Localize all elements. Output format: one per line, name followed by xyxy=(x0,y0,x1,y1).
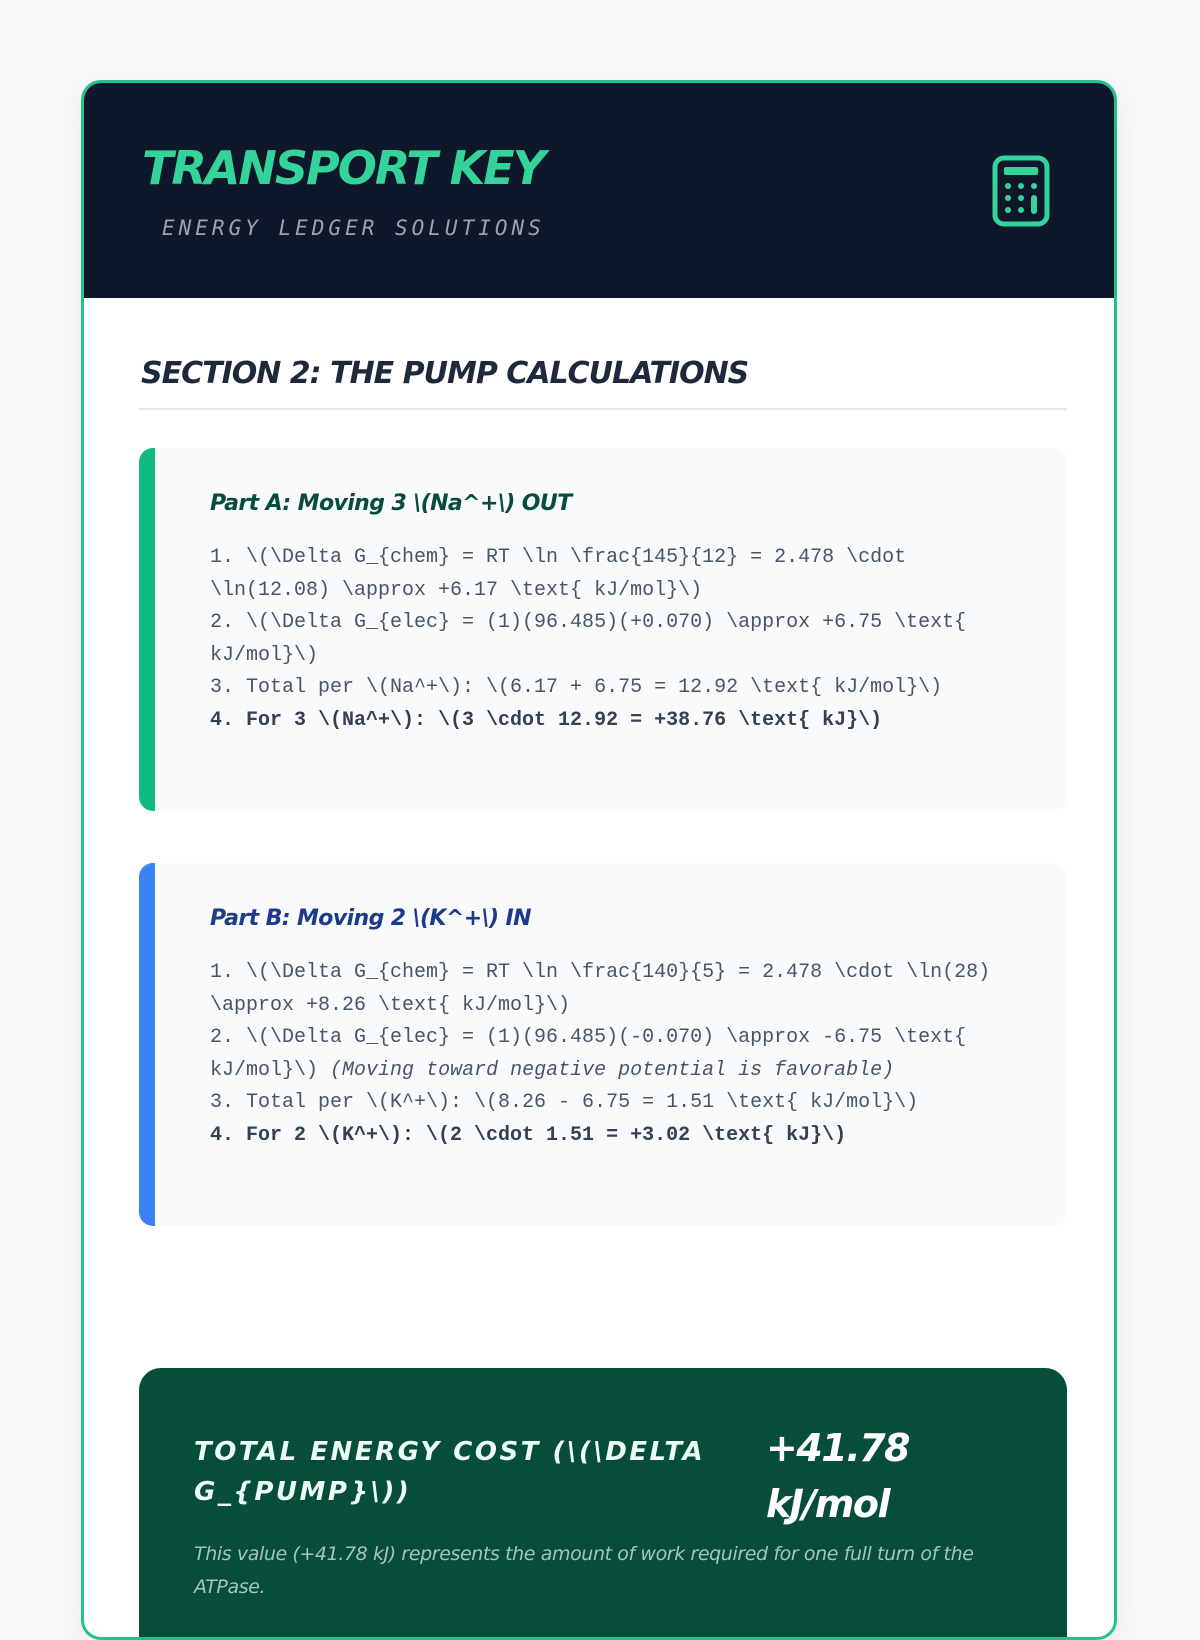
transport-key-card xyxy=(81,80,1117,1640)
part-b-step-2-note: (Moving toward negative potential is favorable) xyxy=(330,1058,895,1082)
part-b-step-1: 1. \(\Delta G_{chem} = RT \ln \frac{140}{5} = 2.478 \cdot \ln(28) \approx +8.26 \text{ kJ/mol}\) xyxy=(210,961,991,1017)
part-b-step-4: 4. For 2 \(K^+\): \(2 \cdot 1.51 = +3.02 \text{ kJ}\) xyxy=(210,1123,847,1147)
section-divider xyxy=(139,408,1067,410)
part-a-step-1: 1. \(\Delta G_{chem} = RT \ln \frac{145}{12} = 2.478 \cdot \ln(12.08) \approx +6.17 \text{ kJ/mol}\) xyxy=(210,546,907,602)
part-b-panel xyxy=(139,863,1067,1226)
calculator-icon xyxy=(992,155,1050,227)
header xyxy=(84,83,1114,298)
total-energy-value: +41.78 kJ/mol xyxy=(766,1426,910,1526)
total-energy-note: This value (+41.78 kJ) represents the amount of work required for one full turn of the ATPase. xyxy=(194,1543,974,1598)
part-b-step-2-formula: 2. \(\Delta G_{elec} = (1)(96.485)(-0.070) \approx -6.75 \text{ kJ/mol}\) xyxy=(210,1026,967,1082)
part-b-title: Part B: Moving 2 \(K^+\) IN xyxy=(210,906,531,931)
total-energy-label: TOTAL ENERGY COST (\(\DELTA G_{PUMP}\)) xyxy=(194,1437,706,1507)
brand-tagline: ENERGY LEDGER SOLUTIONS xyxy=(162,216,545,240)
section-title: SECTION 2: THE PUMP CALCULATIONS xyxy=(141,356,749,391)
part-a-steps xyxy=(210,542,1037,738)
part-a-panel xyxy=(139,448,1067,811)
part-b-step-2 xyxy=(210,1022,1037,1087)
part-a-step-2: 2. \(\Delta G_{elec} = (1)(96.485)(+0.070) \approx +6.75 \text{ kJ/mol}\) xyxy=(210,611,967,667)
part-b-steps xyxy=(210,957,1037,1153)
brand-title: TRANSPORT KEY xyxy=(142,141,544,195)
total-energy-panel xyxy=(139,1368,1067,1640)
part-a-title: Part A: Moving 3 \(Na^+\) OUT xyxy=(210,491,572,516)
part-a-step-4: 4. For 3 \(Na^+\): \(3 \cdot 12.92 = +38.76 \text{ kJ}\) xyxy=(210,708,883,732)
part-a-step-3: 3. Total per \(Na^+\): \(6.17 + 6.75 = 12.92 \text{ kJ/mol}\) xyxy=(210,676,943,700)
part-b-step-3: 3. Total per \(K^+\): \(8.26 - 6.75 = 1.51 \text{ kJ/mol}\) xyxy=(210,1091,919,1115)
